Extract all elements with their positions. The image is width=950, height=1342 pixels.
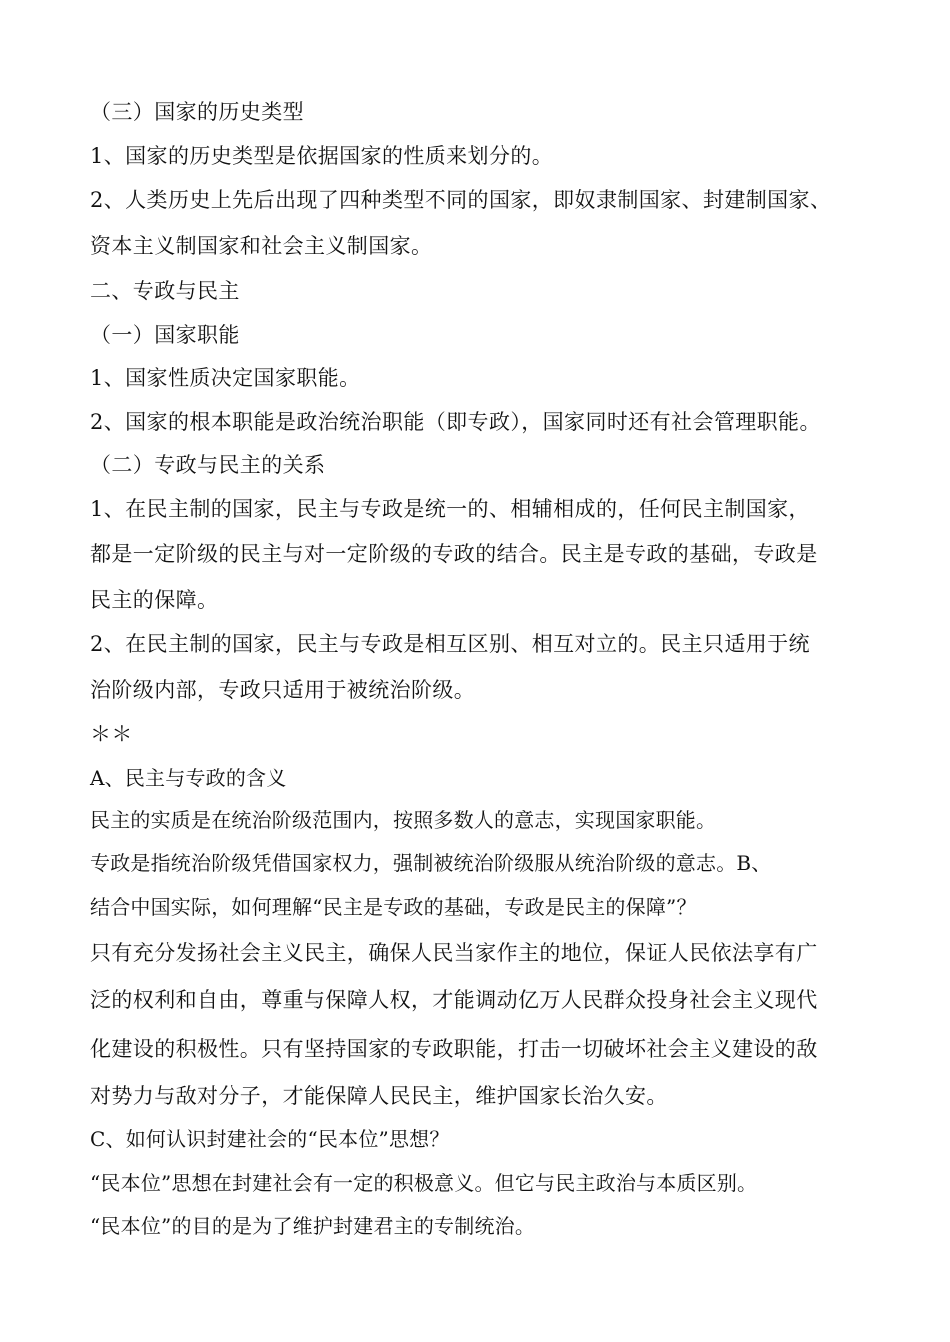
paragraph-line: 民主的保障。 [90, 588, 219, 612]
question-heading-a: A、民主与专政的含义 [90, 766, 287, 790]
question-heading-c: C、如何认识封建社会的“民本位”思想？ [90, 1127, 450, 1151]
section-heading-historical-types: （三）国家的历史类型 [90, 100, 304, 124]
paragraph-line: 对势力与敌对分子，才能保障人民民主，维护国家长治久安。 [90, 1084, 668, 1108]
paragraph-line: 结合中国实际，如何理解“民主是专政的基础，专政是民主的保障”？ [90, 895, 697, 919]
paragraph-line: 1、国家性质决定国家职能。 [90, 366, 361, 390]
paragraph-line: 都是一定阶级的民主与对一定阶级的专政的结合。民主是专政的基础，专政是 [90, 542, 818, 566]
paragraph-line: 只有充分发扬社会主义民主，确保人民当家作主的地位，保证人民依法享有广 [90, 941, 818, 965]
section-heading-state-functions: （一）国家职能 [90, 323, 240, 347]
paragraph-line: 专政是指统治阶级凭借国家权力，强制被统治阶级服从统治阶级的意志。B、 [90, 851, 772, 875]
paragraph-line: 2、国家的根本职能是政治统治职能（即专政），国家同时还有社会管理职能。 [90, 410, 821, 434]
chapter-heading-dictatorship-democracy: 二、专政与民主 [90, 279, 240, 303]
paragraph-line: 化建设的积极性。只有坚持国家的专政职能，打击一切破坏社会主义建设的敌 [90, 1037, 818, 1061]
section-heading-relationship: （二）专政与民主的关系 [90, 453, 326, 477]
paragraph-line: 资本主义制国家和社会主义制国家。 [90, 234, 433, 258]
paragraph-line: 民主的实质是在统治阶级范围内，按照多数人的意志，实现国家职能。 [90, 808, 717, 832]
paragraph-line: 2、在民主制的国家，民主与专政是相互区别、相互对立的。民主只适用于统 [90, 632, 810, 656]
paragraph-line: 泛的权利和自由，尊重与保障人权，才能调动亿万人民群众投身社会主义现代 [90, 988, 818, 1012]
paragraph-line: 1、在民主制的国家，民主与专政是统一的、相辅相成的，任何民主制国家， [90, 497, 810, 521]
paragraph-line: “民本位”的目的是为了维护封建君主的专制统治。 [90, 1214, 536, 1238]
separator-asterisks: ＊＊ [90, 722, 133, 746]
paragraph-line: 治阶级内部，专政只适用于被统治阶级。 [90, 678, 476, 702]
paragraph-line: 2、人类历史上先后出现了四种类型不同的国家，即奴隶制国家、封建制国家、 [90, 188, 832, 212]
paragraph-line: “民本位”思想在封建社会有一定的积极意义。但它与民主政治与本质区别。 [90, 1171, 758, 1195]
paragraph-line: 1、国家的历史类型是依据国家的性质来划分的。 [90, 144, 554, 168]
